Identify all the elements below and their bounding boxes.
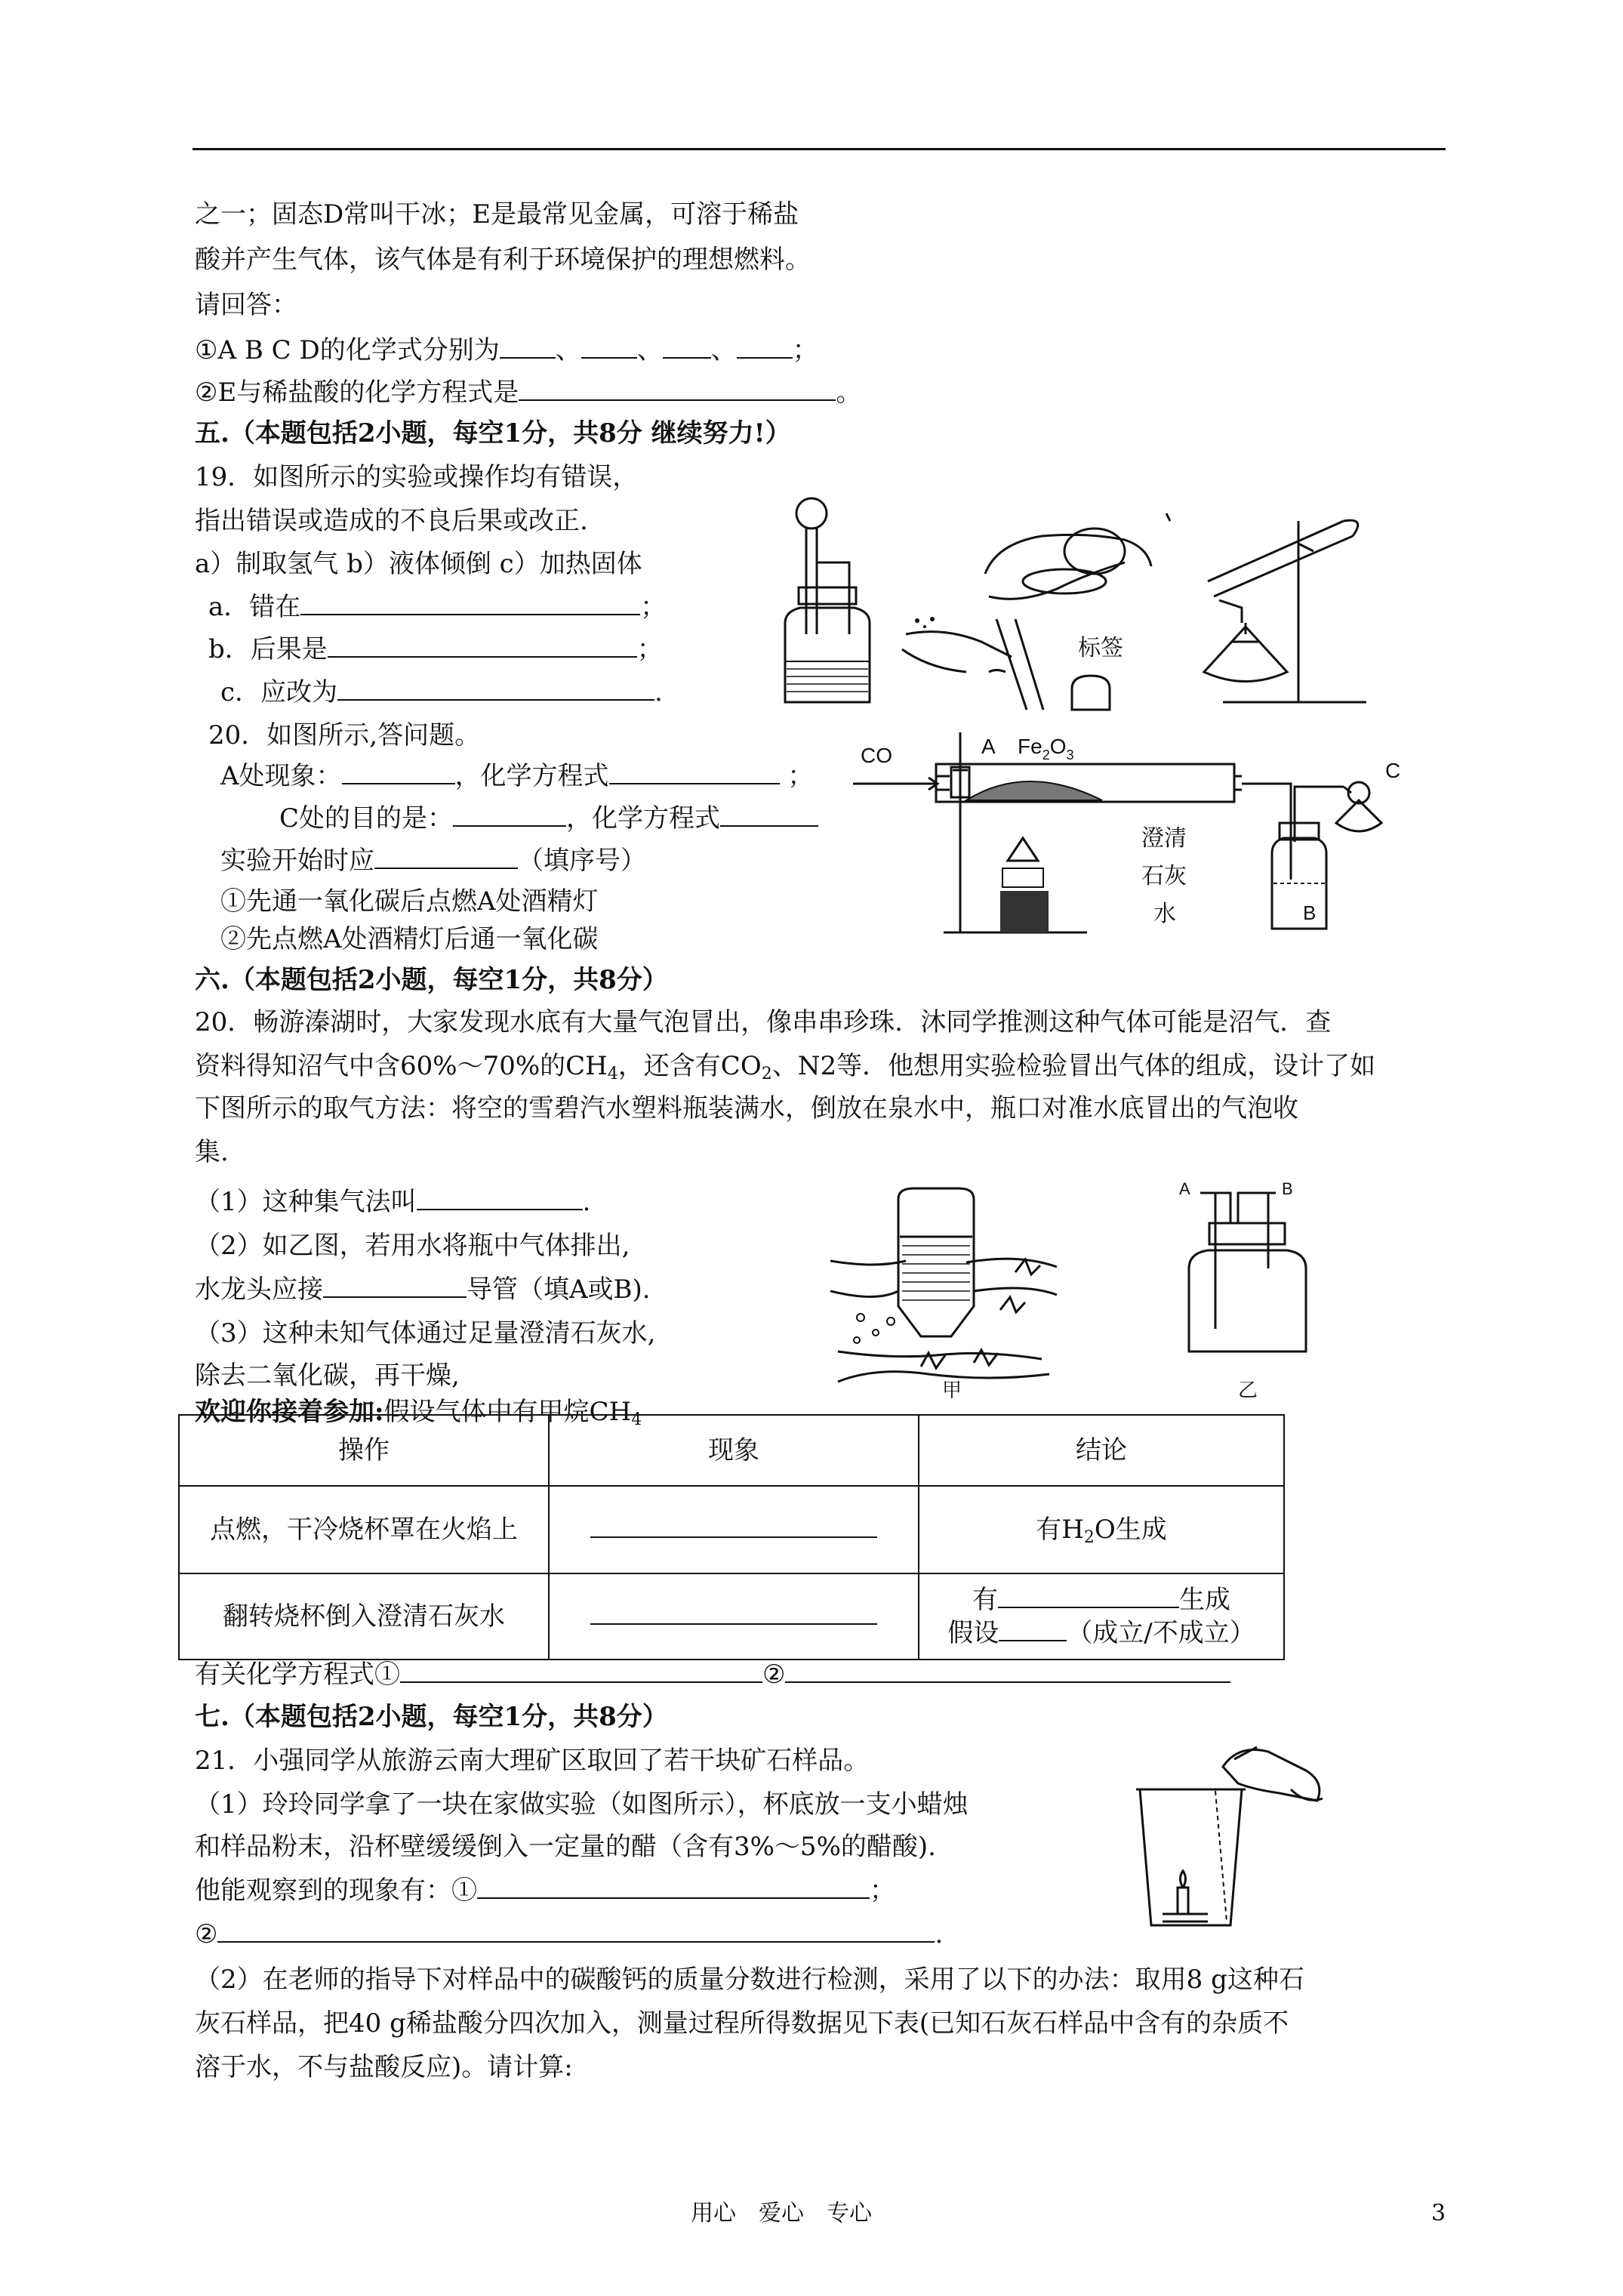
table-header-cell: 操作: [179, 1415, 549, 1486]
q20b-part2: （2）如乙图，若用水将瓶中气体排出,: [195, 1231, 630, 1261]
subscript: 4: [607, 1065, 618, 1083]
q20b-part2b: [195, 1273, 651, 1306]
label-sign: 标签: [1078, 636, 1123, 661]
semicolon: ；: [870, 1875, 895, 1906]
fill-number-note: （填序号）: [518, 846, 646, 876]
section-5-heading: 五.（本题包括2小题，每空1分，共8分 继续努力!）: [195, 418, 791, 448]
q20-figure: [853, 717, 1404, 944]
yi-bottle-illustration: [1189, 1193, 1306, 1351]
q19-c-label: c．应改为: [220, 677, 338, 707]
limewater-label-1: 澄清: [1141, 826, 1187, 851]
q20-start: [220, 844, 646, 877]
answer-blank[interactable]: [477, 1875, 870, 1899]
co-label: CO: [861, 744, 892, 767]
jia-label: 甲: [942, 1379, 962, 1401]
label-a: A: [981, 735, 996, 758]
pouring-bottle-illustration: [1223, 1747, 1323, 1801]
yi-label-a: A: [1179, 1179, 1190, 1198]
jia-illustration: [830, 1188, 1057, 1382]
candle-cup-figure: [1117, 1737, 1344, 1933]
q19-line2: 指出错误或造成的不良后果或改正.: [195, 506, 588, 536]
equation-label-2: ②: [762, 1660, 786, 1690]
answer-blank[interactable]: [663, 334, 711, 359]
table-row: [179, 1573, 1284, 1660]
text-run: （成立/不成立）: [1067, 1618, 1255, 1648]
q18-formula-prompt: ①A B C D的化学式分别为: [195, 335, 500, 365]
table-cell: 翻转烧杯倒入澄清石灰水: [179, 1573, 549, 1660]
q18-line5: [195, 376, 861, 409]
text-run: 生成: [1179, 1585, 1230, 1615]
answer-blank[interactable]: [300, 591, 640, 615]
q19-a: [208, 590, 666, 624]
footer-motto: 用心 爱心 专心: [691, 2200, 872, 2227]
q18-equation-prompt: ②E与稀盐酸的化学方程式是: [195, 378, 519, 408]
header-rule: [192, 148, 1446, 150]
equations-line: [195, 1658, 1230, 1691]
table-cell: 点燃，干冷烧杯罩在火焰上: [179, 1486, 549, 1573]
q18-line1: 之一；固态D常叫干冰；E是最常见金属，可溶于稀盐: [195, 199, 799, 230]
table-header-cell: 结论: [919, 1415, 1284, 1486]
q20b-line4: 集.: [195, 1137, 229, 1167]
limewater-bottle: [1272, 823, 1326, 929]
text-run: 有: [972, 1585, 998, 1615]
text-run: ，还含有CO: [617, 1051, 762, 1081]
q20b-part1: （1）这种集气法叫 .: [195, 1187, 591, 1217]
q21-line6: （2）在老师的指导下对样品中的碳酸钙的质量分数进行检测，采用了以下的办法：取用8 g这种石: [195, 1965, 1304, 1995]
q21-line2: （1）玲玲同学拿了一块在家做实验（如图所示），杯底放一支小蜡烛: [195, 1789, 969, 1820]
heating-solid-illustration: [1166, 513, 1366, 702]
part2-note: 导管（填A或B).: [467, 1274, 651, 1305]
experiment-table: [178, 1414, 1285, 1660]
q20-c-label: C处的目的是：: [279, 803, 454, 834]
bubbles: [854, 1314, 895, 1343]
q18-line2: 酸并产生气体，该气体是有利于环境保护的理想燃料。: [195, 245, 811, 275]
answer-blank[interactable]: [328, 633, 637, 658]
hypothesis-text: 假设气体中有甲烷CH: [383, 1397, 632, 1427]
q20-c-equation-label: ，化学方程式: [566, 803, 721, 834]
subscript: 4: [631, 1410, 642, 1429]
q20-line1: 20．如图所示,答问题。: [208, 720, 481, 750]
q19-b-label: b．后果是: [208, 634, 328, 664]
part1-label: （1）这种集气法叫: [195, 1187, 417, 1217]
q20-a: A处现象： ，化学方程式 ；: [220, 761, 814, 791]
q19-c: [220, 676, 663, 709]
q19-a-label: a．错在: [208, 592, 301, 622]
period: .: [654, 677, 663, 707]
liquid-pouring-illustration: [902, 529, 1151, 710]
q21-line3: 和样品粉末，沿杯壁缓缓倒入一定量的醋（含有3%～5%的醋酸).: [195, 1832, 936, 1862]
separator: 、: [710, 335, 737, 365]
cup-illustration: [1136, 1789, 1246, 1925]
table-cell: [919, 1486, 1284, 1573]
answer-blank[interactable]: [785, 1659, 1230, 1683]
label-b: B: [1303, 901, 1317, 924]
q20b-line1: 20．畅游溱湖时，大家发现水底有大量气泡冒出，像串串珍珠．沐同学推测这种气体可能是沼气．查: [195, 1007, 1332, 1037]
limewater-label-3: 水: [1153, 901, 1176, 926]
q20-c: [279, 802, 818, 835]
q18-line3: 请回答：: [195, 290, 297, 320]
table-header-cell: 现象: [549, 1415, 919, 1486]
q20b-part3: （3）这种未知气体通过足量澄清石灰水,: [195, 1318, 656, 1348]
fe2o3-powder: [966, 781, 1102, 800]
answer-blank[interactable]: [590, 1601, 877, 1625]
yi-label-b: B: [1282, 1179, 1293, 1198]
text-run: O生成: [1094, 1515, 1167, 1545]
q19-line1: 19．如图所示的实验或操作均有错误，: [195, 462, 639, 492]
answer-blank[interactable]: [323, 1274, 467, 1298]
q20-a-label: A处现象：: [220, 761, 342, 791]
burner-c: [1336, 782, 1381, 831]
answer-blank[interactable]: [453, 803, 566, 827]
answer-blank[interactable]: [342, 760, 455, 784]
period: .: [935, 1919, 944, 1949]
table-cell: [549, 1486, 919, 1573]
section-6-heading: 六.（本题包括2小题，每空1分，共8分）: [195, 965, 668, 995]
q20-option-1: ①先通一氧化碳后点燃A处酒精灯: [220, 886, 599, 917]
answer-blank[interactable]: [519, 377, 836, 401]
q21-line4: [195, 1874, 895, 1907]
q21-line5: [195, 1918, 943, 1951]
h2-generator-illustration: [785, 498, 870, 702]
limewater-label-2: 石灰: [1141, 864, 1187, 889]
q21-line1: 21．小强同学从旅游云南大理矿区取回了若干块矿石样品。: [195, 1746, 870, 1776]
water-lines: [902, 1246, 970, 1300]
yi-label: 乙: [1238, 1379, 1258, 1401]
table-row: [179, 1486, 1284, 1573]
answer-blank[interactable]: [374, 845, 518, 869]
q19-line3: a）制取氢气 b）液体倾倒 c）加热固体: [195, 549, 642, 579]
part2-label: 水龙头应接: [195, 1274, 323, 1305]
text-run: 假设: [947, 1618, 999, 1648]
q19-b: [208, 633, 663, 666]
answer-blank[interactable]: [500, 334, 556, 359]
label-c: C: [1385, 759, 1401, 782]
q21-observation-label: 他能观察到的现象有：①: [195, 1875, 477, 1906]
answer-blank[interactable]: [998, 1584, 1179, 1608]
answer-blank[interactable]: [999, 1617, 1067, 1641]
q21-line8: 溶于水，不与盐酸反应)。请计算:: [195, 2052, 573, 2082]
q21-line7: 灰石样品，把40 g稀盐酸分四次加入，测量过程所得数据见下表(已知石灰石样品中含有的杂质不: [195, 2008, 1289, 2039]
semicolon: ；: [792, 335, 818, 365]
section-7-heading: 七.（本题包括2小题，每空1分，共8分）: [195, 1702, 668, 1732]
period: 。: [836, 378, 862, 408]
separator: 、: [555, 335, 581, 365]
q21-observation-label-2: ②: [195, 1919, 218, 1949]
answer-blank[interactable]: [217, 1918, 935, 1943]
separator: 、: [636, 335, 663, 365]
table-header-row: [179, 1415, 1284, 1486]
fe2o3-label: $Fe_2O_3$: [1018, 735, 1074, 763]
q20b-line2: [195, 1049, 1375, 1083]
liquid-hatch: [787, 669, 868, 692]
answer-blank[interactable]: [581, 334, 637, 359]
gas-collection-figure: [830, 1178, 1359, 1404]
semicolon: ；: [640, 592, 667, 622]
reduction-apparatus: [853, 732, 1351, 932]
answer-blank[interactable]: [590, 1514, 877, 1538]
powder-dots: [915, 617, 935, 628]
stopper-icon: [1072, 676, 1110, 710]
q20-option-2: ②先点燃A处酒精灯后通一氧化碳: [220, 924, 599, 954]
answer-blank[interactable]: [737, 334, 793, 359]
equation-label: 有关化学方程式①: [195, 1660, 400, 1690]
q20-a-equation-label: ，化学方程式: [454, 761, 609, 791]
answer-blank[interactable]: [417, 1186, 583, 1210]
answer-blank[interactable]: [400, 1659, 762, 1683]
text-run: 资料得知沼气中含60%～70%的CH: [195, 1051, 608, 1081]
subscript: 2: [1083, 1528, 1095, 1547]
answer-blank[interactable]: [720, 803, 818, 827]
q18-line4: [195, 334, 818, 367]
welcome-label: 欢迎你接着参加:: [195, 1397, 384, 1427]
semicolon: ；: [636, 634, 663, 664]
q19-figure: [770, 491, 1389, 717]
subscript: 2: [761, 1065, 772, 1083]
answer-blank[interactable]: [337, 676, 654, 701]
text-run: 、N2等．他想用实验检验冒出气体的组成，设计了如: [771, 1051, 1376, 1081]
page-number: 3: [1431, 2200, 1446, 2227]
q20-start-label: 实验开始时应: [220, 846, 374, 876]
table-cell: [549, 1573, 919, 1660]
answer-blank[interactable]: [609, 760, 780, 784]
q20b-line3: 下图所示的取气方法：将空的雪碧汽水塑料瓶装满水，倒放在泉水中，瓶口对准水底冒出的气泡收: [195, 1093, 1298, 1123]
text-run: 有H: [1036, 1515, 1084, 1545]
q20b-part3b: 除去二氧化碳，再干燥,: [195, 1361, 460, 1391]
table-cell: [919, 1573, 1284, 1660]
block-stand: [1000, 891, 1049, 932]
